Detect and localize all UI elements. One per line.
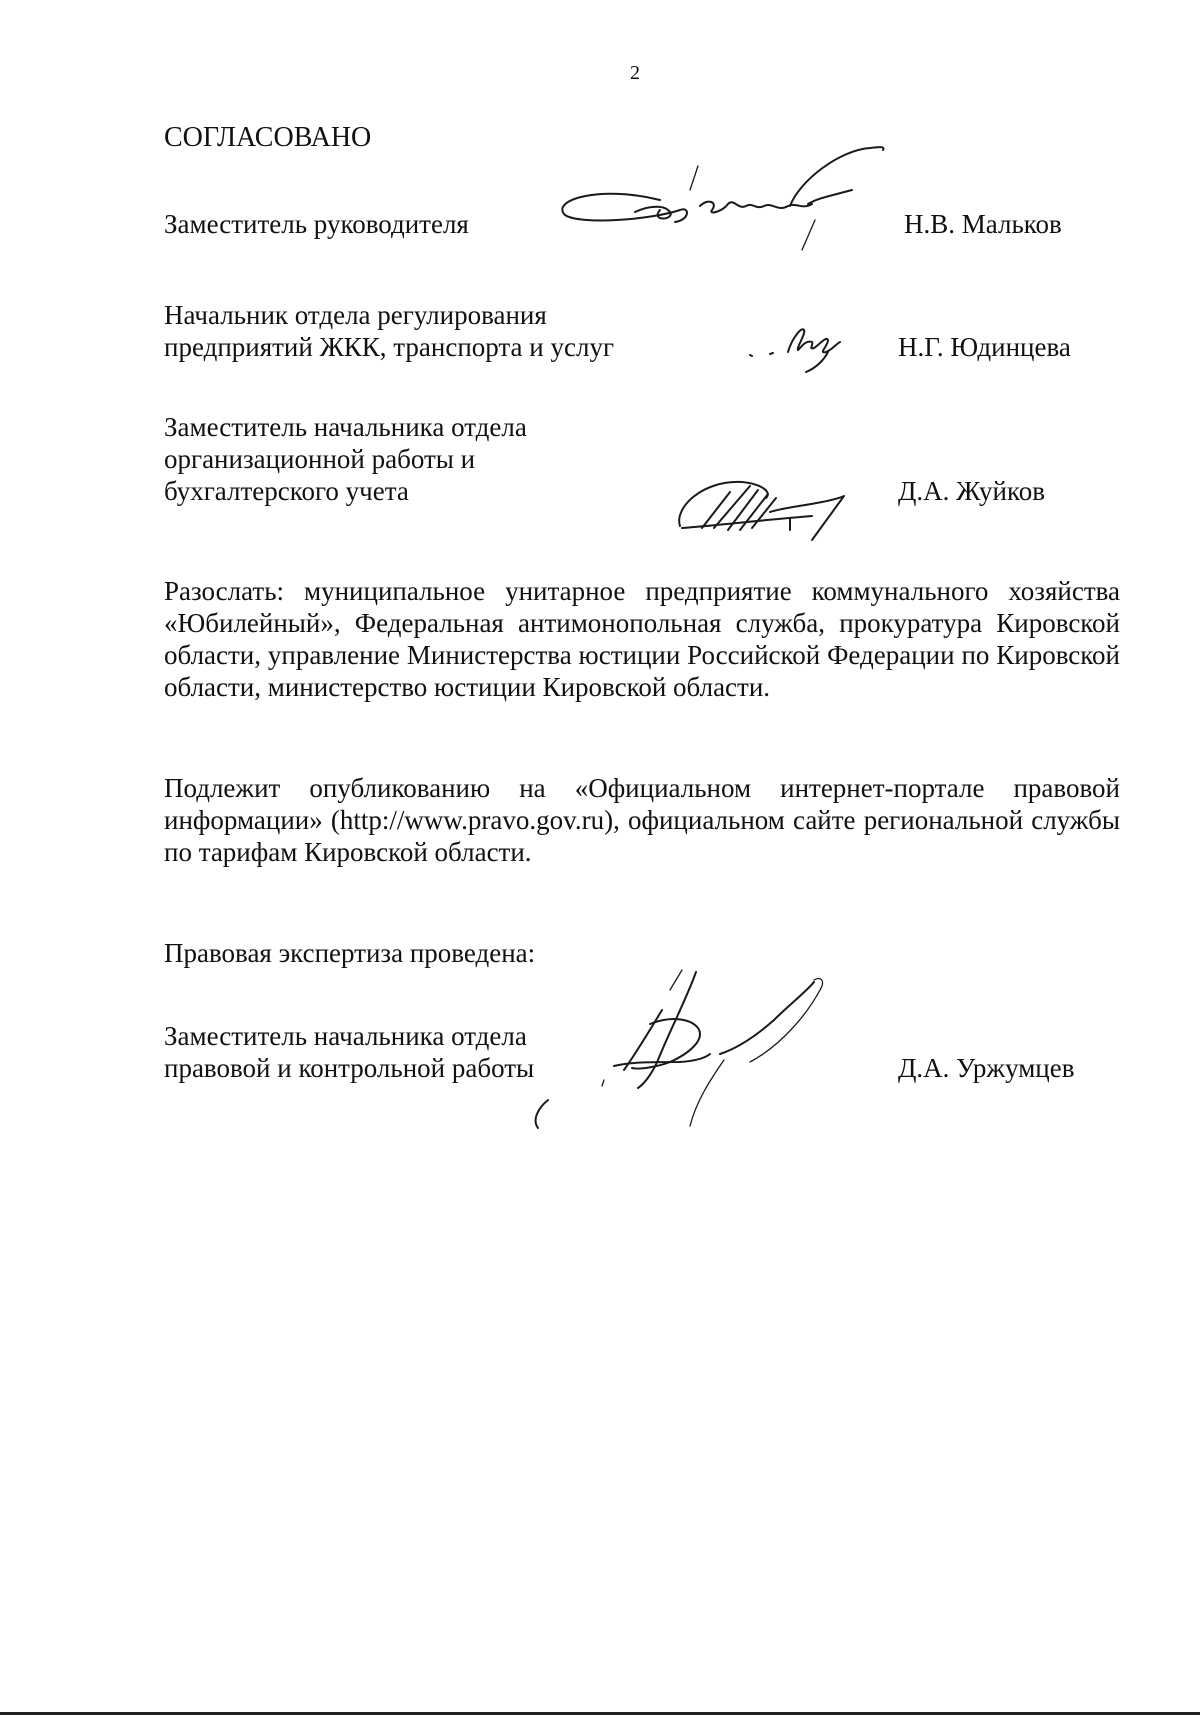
- signature-3: [672, 468, 872, 548]
- signatory-1-name: Н.В. Мальков: [904, 209, 1062, 239]
- signatory-3-role: [164, 411, 527, 507]
- distribution-paragraph: Разослать: муниципальное унитарное предприятие коммунального хозяйства «Юбилейный», Федеральная антимонопольная служба, прокуратура Кировской области, управление Министерства юстиции Российской Федерации по Кировской области, министерство юстиции Кировской области.: [164, 576, 1120, 702]
- signature-1: [540, 140, 920, 260]
- signatory-1-role: [164, 208, 469, 240]
- approval-heading: СОГЛАСОВАНО: [164, 122, 372, 153]
- signatory-1-role-line: Заместитель руководителя: [164, 209, 469, 239]
- signatory-2-role-line: предприятий ЖКК, транспорта и услуг: [164, 332, 615, 362]
- page-number: 2: [630, 62, 640, 84]
- signatory-3-name: Д.А. Жуйков: [898, 476, 1045, 506]
- publication-paragraph: Подлежит опубликованию на «Официальном интернет-портале правовой информации» (http://www.pravo.gov.ru), официальном сайте региональной службы по тарифам Кировской области.: [164, 773, 1120, 867]
- signatory-2-role: [164, 299, 614, 363]
- signatory-3-role-line: организационной работы и: [164, 444, 476, 474]
- legal-reviewer-name: Д.А. Уржумцев: [898, 1053, 1075, 1083]
- signatory-2-role-line: Начальник отдела регулирования: [164, 300, 547, 330]
- signature-2: [740, 318, 860, 378]
- signatory-2-name: Н.Г. Юдинцева: [898, 332, 1071, 362]
- legal-reviewer-role-line: Заместитель начальника отдела: [164, 1021, 527, 1051]
- legal-reviewer-role: [164, 1020, 534, 1084]
- legal-review-heading: Правовая экспертиза проведена:: [164, 938, 536, 968]
- bottom-rule: [0, 1712, 1200, 1715]
- signature-4: [520, 950, 880, 1140]
- signatory-3-role-line: бухгалтерского учета: [164, 476, 409, 506]
- legal-reviewer-role-line: правовой и контрольной работы: [164, 1053, 535, 1083]
- signatory-3-role-line: Заместитель начальника отдела: [164, 412, 527, 442]
